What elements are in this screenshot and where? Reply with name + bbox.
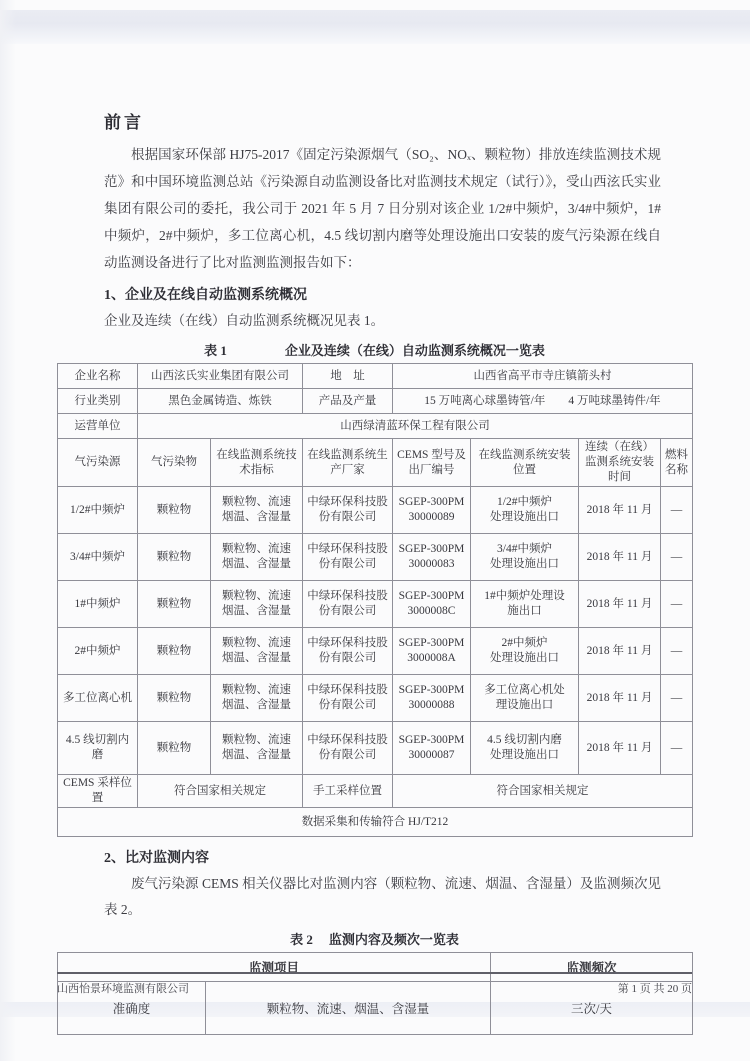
table-row <box>58 581 693 628</box>
model-cell: SGEP-300PM 30000089 <box>393 487 471 534</box>
col-header-manufacturer: 在线监测系统生产厂家 <box>303 439 393 487</box>
preface-title: 前言 <box>104 113 144 132</box>
table-row <box>58 534 693 581</box>
monitoring-item-header-cell: 监测项目 <box>58 953 491 982</box>
table2-caption-label: 表 2 <box>290 932 313 947</box>
monitoring-items-cell: 颗粒物、流速、烟温、含湿量 <box>206 982 491 1035</box>
accuracy-label-cell: 准确度 <box>58 982 206 1035</box>
col-header-indicators: 在线监测系统技术指标 <box>211 439 303 487</box>
company-label-cell: 企业名称 <box>58 364 138 389</box>
cems-position-value-cell: 符合国家相关规定 <box>138 775 303 808</box>
table-row <box>58 364 693 389</box>
table1-caption <box>57 340 692 359</box>
cems-position-label-cell: CEMS 采样位置 <box>58 775 138 808</box>
install-time-cell: 2018 年 11 月 <box>579 675 661 722</box>
source-cell: 1/2#中频炉 <box>58 487 138 534</box>
data-transmission-note-cell: 数据采集和传输符合 HJ/T212 <box>58 808 693 837</box>
col-header-source: 气污染源 <box>58 439 138 487</box>
scan-artifact-left-edge <box>0 0 16 1061</box>
frequency-value-cell: 三次/天 <box>491 982 693 1035</box>
operator-value-cell: 山西绿清蓝环保工程有限公司 <box>138 414 693 439</box>
product-label-cell: 产品及产量 <box>303 389 393 414</box>
col-header-fuel: 燃料名称 <box>661 439 693 487</box>
source-cell: 3/4#中频炉 <box>58 534 138 581</box>
indicators-cell: 颗粒物、流速 烟温、含湿量 <box>211 487 303 534</box>
scan-artifact-top-band <box>0 10 750 44</box>
col-header-model: CEMS 型号及出厂编号 <box>393 439 471 487</box>
table-header-row <box>58 439 693 487</box>
model-cell: SGEP-300PM 30000083 <box>393 534 471 581</box>
fuel-cell: — <box>661 722 693 775</box>
section1-heading: 1、企业及在线自动监测系统概况 <box>104 288 307 303</box>
pollutant-cell: 颗粒物 <box>138 534 211 581</box>
address-value-cell: 山西省高平市寺庄镇箭头村 <box>393 364 693 389</box>
source-cell: 1#中频炉 <box>58 581 138 628</box>
manufacturer-cell: 中绿环保科技股份有限公司 <box>303 581 393 628</box>
table1-caption-label: 表 1 <box>204 343 227 358</box>
indicators-cell: 颗粒物、流速 烟温、含湿量 <box>211 675 303 722</box>
page-footer <box>57 972 692 996</box>
pollutant-cell: 颗粒物 <box>138 487 211 534</box>
fuel-cell: — <box>661 534 693 581</box>
manual-position-label-cell: 手工采样位置 <box>303 775 393 808</box>
location-cell: 3/4#中频炉 处理设施出口 <box>471 534 579 581</box>
manufacturer-cell: 中绿环保科技股份有限公司 <box>303 628 393 675</box>
indicators-cell: 颗粒物、流速 烟温、含湿量 <box>211 534 303 581</box>
model-cell: SGEP-300PM 3000008C <box>393 581 471 628</box>
source-cell: 多工位离心机 <box>58 675 138 722</box>
product-value-cell: 15 万吨离心球墨铸管/年 4 万吨球墨铸件/年 <box>393 389 693 414</box>
intro-paragraph: 根据国家环保部 HJ75-2017《固定污染源烟气（SO₂、NOₓ、颗粒物）排放连续监测技术规范》和中国环境监测总站《污染源自动监测设备比对监测技术规定（试行）》，受山西泫氏实业集团有限公司的委托，我公司于 2021 年 5 月 7 日分别对该企业 1/2#中频炉，3/4#中频炉，1#中频炉，2#中频炉，多工位离心机，4.5 线切割内磨等处理设施出口安装的废气污染源在线自动监测设备进行了比对监测监测报告如下： <box>104 147 661 270</box>
monitoring-frequency-header-cell: 监测频次 <box>491 953 693 982</box>
install-time-cell: 2018 年 11 月 <box>579 534 661 581</box>
install-time-cell: 2018 年 11 月 <box>579 487 661 534</box>
col-header-install-time: 连续（在线）监测系统安装时间 <box>579 439 661 487</box>
company-value-cell: 山西泫氏实业集团有限公司 <box>138 364 303 389</box>
install-time-cell: 2018 年 11 月 <box>579 581 661 628</box>
pollutant-cell: 颗粒物 <box>138 581 211 628</box>
location-cell: 1#中频炉处理设 施出口 <box>471 581 579 628</box>
table-row <box>58 722 693 775</box>
section2-heading: 2、比对监测内容 <box>104 851 209 866</box>
location-cell: 4.5 线切割内磨 处理设施出口 <box>471 722 579 775</box>
industry-value-cell: 黑色金属铸造、炼铁 <box>138 389 303 414</box>
manual-position-value-cell: 符合国家相关规定 <box>393 775 693 808</box>
fuel-cell: — <box>661 628 693 675</box>
footer-page-number: 第 1 页 共 20 页 <box>617 983 692 995</box>
operator-label-cell: 运营单位 <box>58 414 138 439</box>
pollutant-cell: 颗粒物 <box>138 628 211 675</box>
table-row <box>58 675 693 722</box>
source-cell: 4.5 线切割内磨 <box>58 722 138 775</box>
model-cell: SGEP-300PM 30000088 <box>393 675 471 722</box>
indicators-cell: 颗粒物、流速 烟温、含湿量 <box>211 722 303 775</box>
install-time-cell: 2018 年 11 月 <box>579 722 661 775</box>
install-time-cell: 2018 年 11 月 <box>579 628 661 675</box>
indicators-cell: 颗粒物、流速 烟温、含湿量 <box>211 628 303 675</box>
section2-lead: 废气污染源 CEMS 相关仪器比对监测内容（颗粒物、流速、烟温、含湿量）及监测频次见表 2。 <box>104 876 661 917</box>
table2-caption-title: 监测内容及频次一览表 <box>328 932 459 947</box>
table-row <box>58 808 693 837</box>
pollutant-cell: 颗粒物 <box>138 675 211 722</box>
industry-label-cell: 行业类别 <box>58 389 138 414</box>
col-header-pollutant: 气污染物 <box>138 439 211 487</box>
table1-system-overview <box>57 363 693 837</box>
fuel-cell: — <box>661 675 693 722</box>
table-row <box>58 414 693 439</box>
manufacturer-cell: 中绿环保科技股份有限公司 <box>303 722 393 775</box>
address-label-cell: 地 址 <box>303 364 393 389</box>
table1-caption-title: 企业及连续（在线）自动监测系统概况一览表 <box>284 343 545 358</box>
section1-lead: 企业及连续（在线）自动监测系统概况见表 1。 <box>104 313 385 328</box>
location-cell: 多工位离心机处 理设施出口 <box>471 675 579 722</box>
model-cell: SGEP-300PM 30000087 <box>393 722 471 775</box>
document-body <box>57 108 692 1035</box>
table2-caption <box>57 929 692 948</box>
fuel-cell: — <box>661 581 693 628</box>
table-row <box>58 487 693 534</box>
col-header-location: 在线监测系统安装位置 <box>471 439 579 487</box>
location-cell: 1/2#中频炉 处理设施出口 <box>471 487 579 534</box>
table-row <box>58 775 693 808</box>
table-row <box>58 628 693 675</box>
table-row <box>58 389 693 414</box>
source-cell: 2#中频炉 <box>58 628 138 675</box>
model-cell: SGEP-300PM 3000008A <box>393 628 471 675</box>
manufacturer-cell: 中绿环保科技股份有限公司 <box>303 675 393 722</box>
manufacturer-cell: 中绿环保科技股份有限公司 <box>303 534 393 581</box>
indicators-cell: 颗粒物、流速 烟温、含湿量 <box>211 581 303 628</box>
pollutant-cell: 颗粒物 <box>138 722 211 775</box>
footer-company-name: 山西怡景环境监测有限公司 <box>57 983 189 995</box>
fuel-cell: — <box>661 487 693 534</box>
location-cell: 2#中频炉 处理设施出口 <box>471 628 579 675</box>
manufacturer-cell: 中绿环保科技股份有限公司 <box>303 487 393 534</box>
